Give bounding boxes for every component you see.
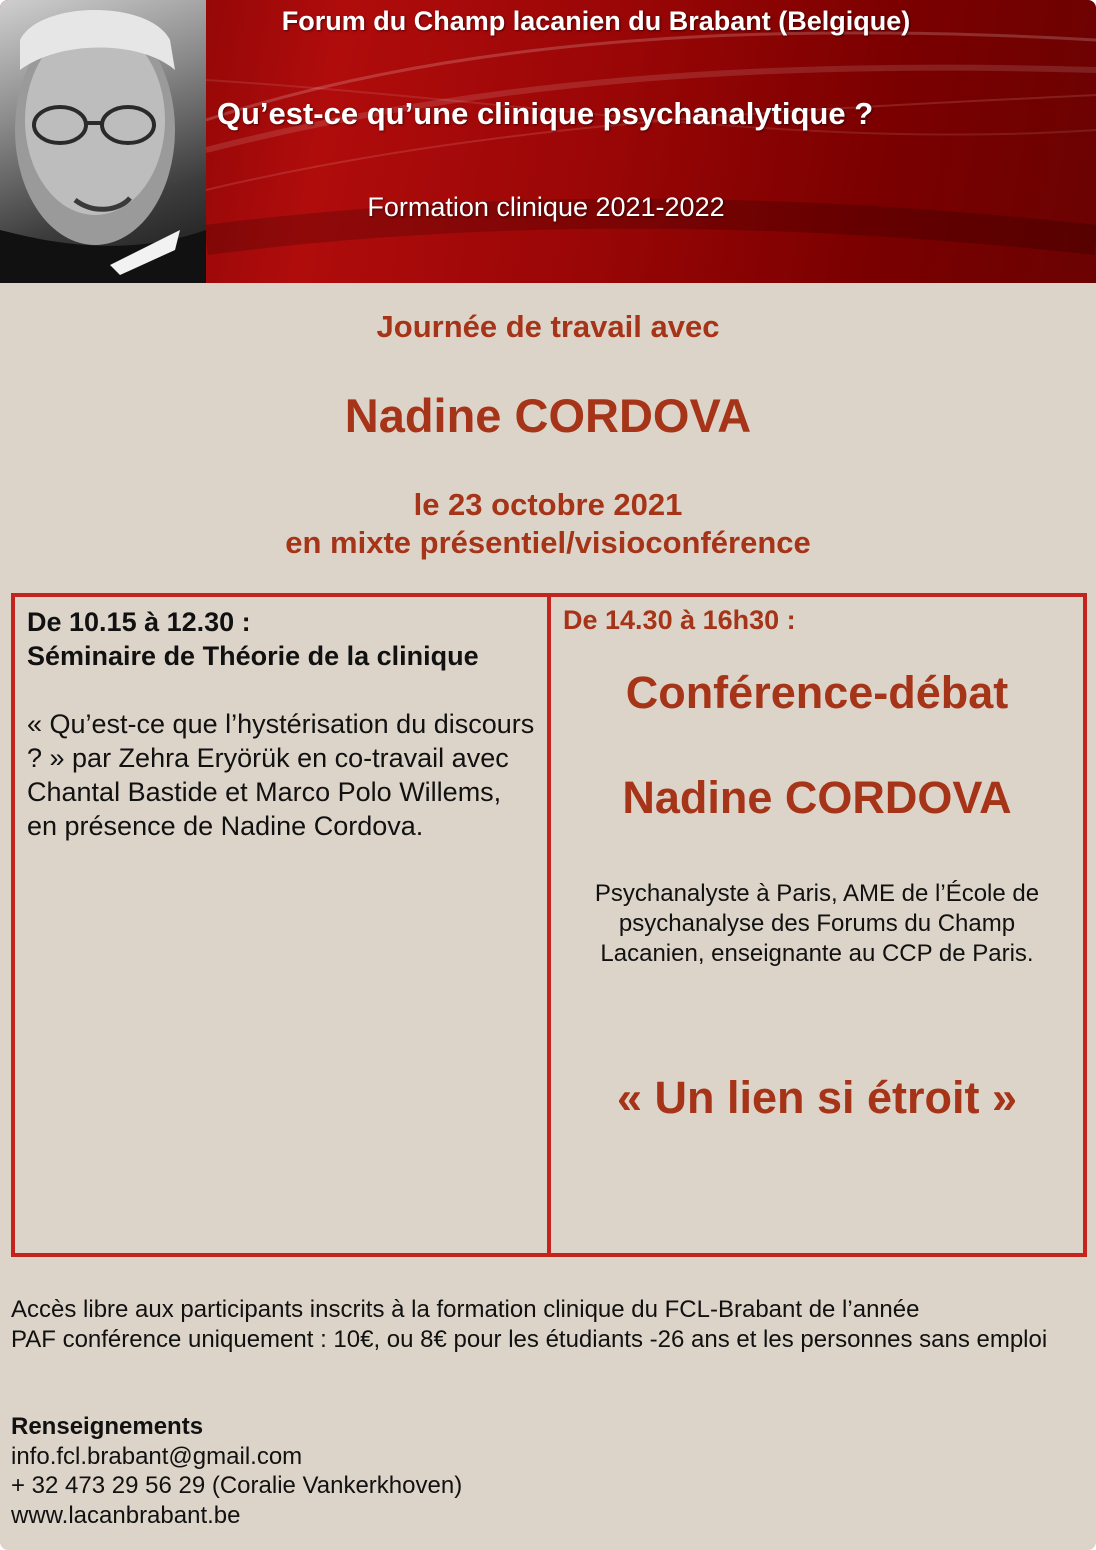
contact-info bbox=[11, 1412, 1081, 1530]
access-info bbox=[11, 1295, 1081, 1354]
conference-type: Conférence-débat bbox=[625, 667, 1009, 718]
formation-question: Qu’est-ce qu’une clinique psychanalytique ? bbox=[216, 96, 874, 131]
morning-title: Séminaire de Théorie de la clinique bbox=[27, 641, 479, 671]
morning-description: « Qu’est-ce que l’hystérisation du discours ? » par Zehra Eryörük en co-travail avec Chantal Bastide et Marco Polo Willems, en présence de Nadine Cordova. bbox=[27, 709, 535, 841]
contact-phone: + 32 473 29 56 29 (Coralie Vankerkhoven) bbox=[11, 1472, 463, 1499]
contact-email[interactable]: info.fcl.brabant@gmail.com bbox=[11, 1442, 303, 1470]
speaker-bio: Psychanalyste à Paris, AME de l’École de psychanalyse des Forums du Champ Lacanien, enseignante au CCP de Paris. bbox=[594, 880, 1040, 967]
morning-time: De 10.15 à 12.30 : bbox=[27, 607, 251, 637]
forum-name: Forum du Champ lacanien du Brabant (Belgique) bbox=[281, 6, 911, 36]
portrait-photo bbox=[0, 0, 206, 283]
website-link[interactable]: www.lacanbrabant.be bbox=[11, 1501, 241, 1529]
morning-session-header bbox=[27, 605, 479, 673]
event-date-block bbox=[0, 486, 1096, 562]
morning-session-box bbox=[11, 593, 551, 1257]
afternoon-time: De 14.30 à 16h30 : bbox=[563, 605, 796, 635]
speaker-name-title: Nadine CORDOVA bbox=[344, 389, 752, 442]
event-date: le 23 octobre 2021 bbox=[413, 487, 683, 522]
info-heading: Renseignements bbox=[11, 1413, 204, 1440]
conference-speaker: Nadine CORDOVA bbox=[622, 772, 1012, 823]
access-line-1: Accès libre aux participants inscrits à la formation clinique du FCL-Brabant de l’année bbox=[11, 1296, 920, 1323]
workday-heading: Journée de travail avec bbox=[376, 309, 720, 344]
event-mode: en mixte présentiel/visioconférence bbox=[285, 525, 811, 560]
formation-year: Formation clinique 2021-2022 bbox=[367, 192, 725, 222]
header-banner bbox=[0, 0, 1096, 283]
conference-title: « Un lien si étroit » bbox=[616, 1072, 1018, 1123]
afternoon-session-box bbox=[547, 593, 1087, 1257]
access-line-2: PAF conférence uniquement : 10€, ou 8€ pour les étudiants -26 ans et les personnes sans emploi bbox=[11, 1325, 1048, 1353]
